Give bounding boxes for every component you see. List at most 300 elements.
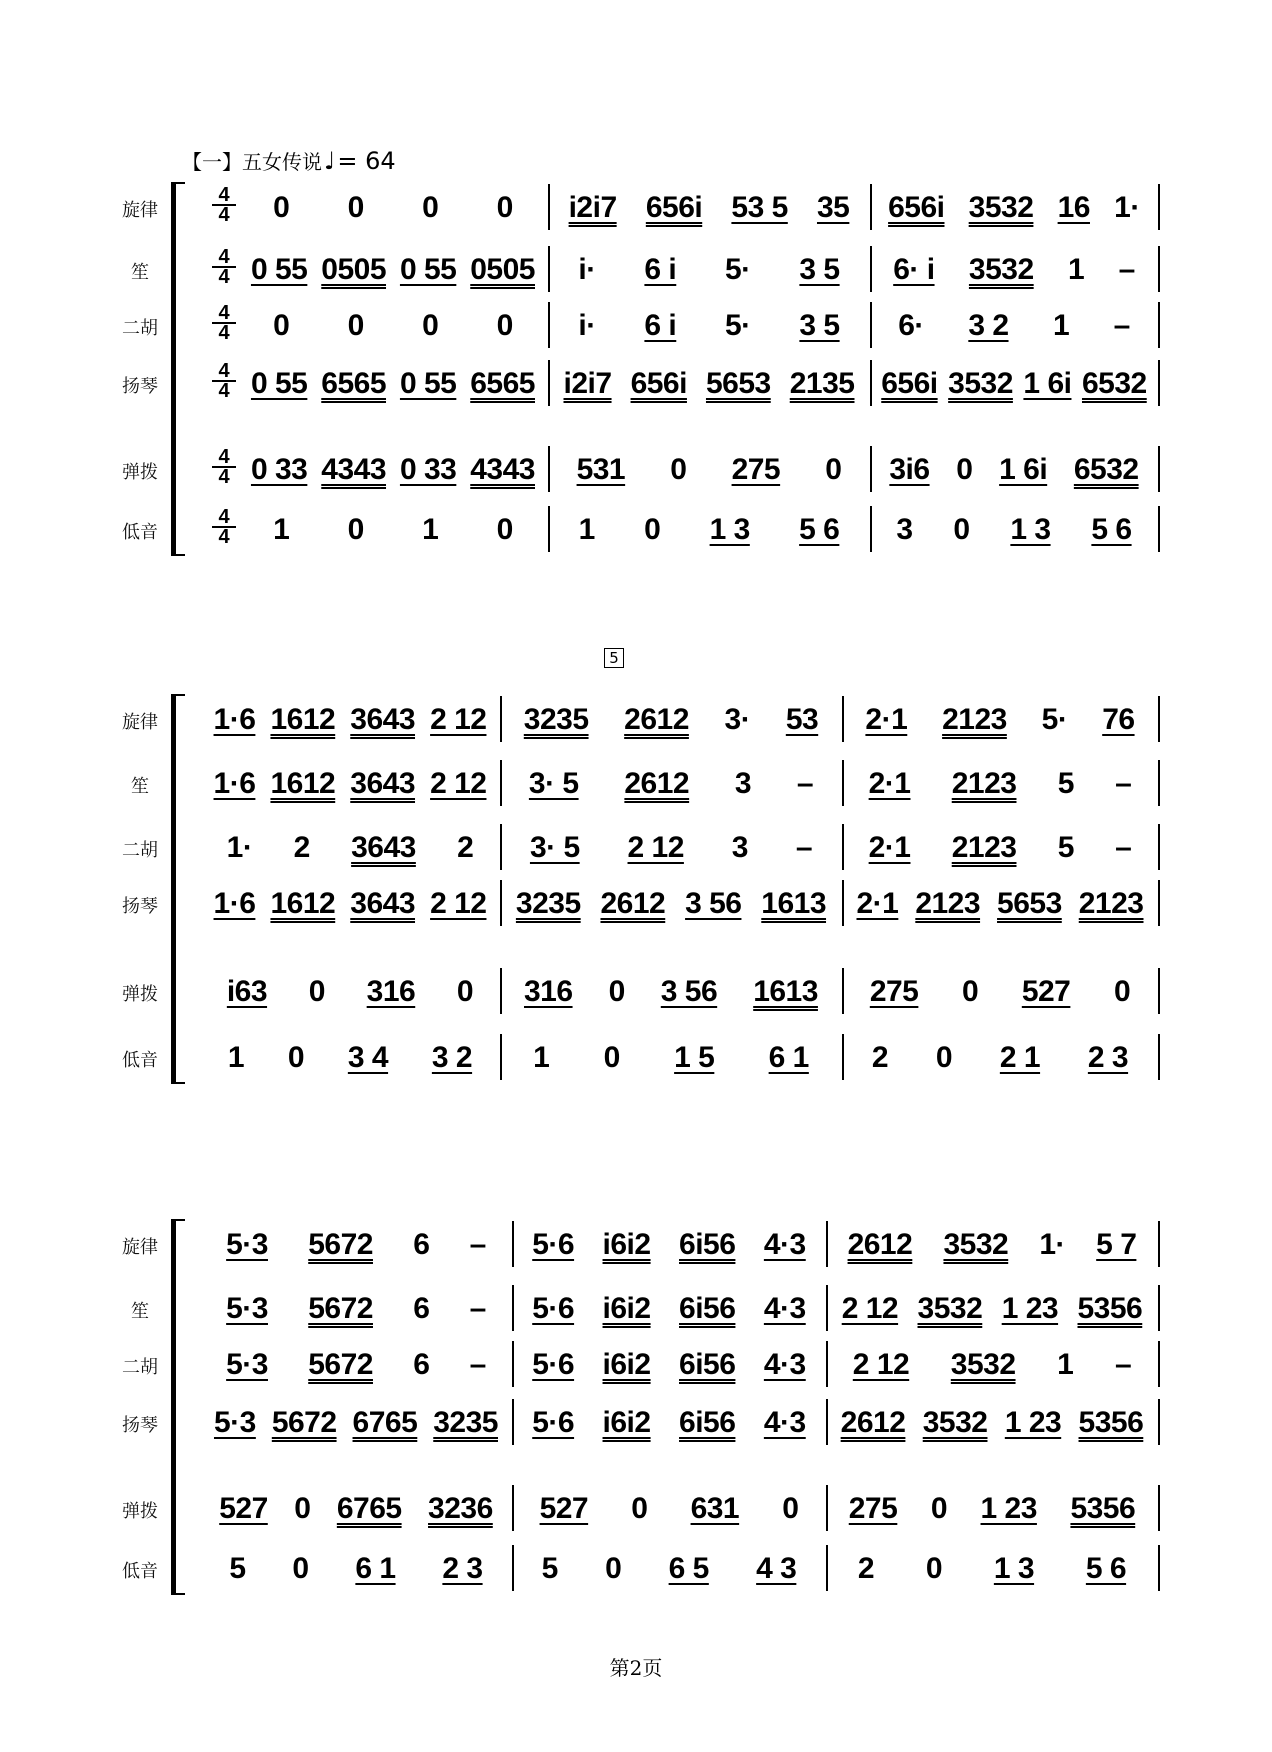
bar-line xyxy=(870,184,872,230)
bar-line xyxy=(1158,760,1160,806)
bar-line xyxy=(548,246,550,292)
note-group: 1 xyxy=(273,513,290,546)
note-group: 0 xyxy=(644,513,661,546)
measure xyxy=(244,188,542,228)
note-group: i· xyxy=(578,253,596,286)
note-group: 656i xyxy=(888,191,945,224)
note-group: 5·6 xyxy=(532,1348,575,1381)
note-group: 531 xyxy=(576,453,626,486)
note-group: 2612 xyxy=(847,1228,913,1261)
measure xyxy=(506,1038,836,1078)
bar-line xyxy=(826,1485,828,1531)
note-group: 5 xyxy=(1057,767,1074,800)
staff-row xyxy=(0,818,1272,878)
note-group: 1 3 xyxy=(993,1552,1035,1585)
note-group: 16 xyxy=(1057,191,1090,224)
bar-line xyxy=(512,1285,514,1331)
note-group: 3532 xyxy=(922,1406,988,1439)
instrument-label: 低音 xyxy=(122,1561,158,1582)
note-group: 3643 xyxy=(350,767,416,800)
measure xyxy=(206,1289,506,1329)
note-group: – xyxy=(469,1348,486,1381)
instrument-label: 扬琴 xyxy=(122,376,158,397)
note-group: 1 23 xyxy=(1004,1406,1062,1439)
note-group: 275 xyxy=(848,1492,898,1525)
bar-line xyxy=(870,506,872,552)
measure xyxy=(554,450,864,490)
note-group: 0 xyxy=(782,1492,799,1525)
note-group: 527 xyxy=(1021,975,1071,1008)
note-group: i6i2 xyxy=(602,1348,651,1381)
bar-line xyxy=(548,184,550,230)
instrument-label: 弹拨 xyxy=(122,984,158,1005)
time-signature xyxy=(212,448,236,486)
tempo-marking: = 64 xyxy=(337,146,396,175)
measure xyxy=(518,1289,820,1329)
staff-row xyxy=(0,1028,1272,1088)
bar-line xyxy=(1158,880,1160,926)
note-group: 0 xyxy=(631,1492,648,1525)
measure xyxy=(206,1345,506,1385)
note-group: 0 xyxy=(273,191,290,224)
note-group: 2·1 xyxy=(865,703,908,736)
measure xyxy=(206,1038,494,1078)
page-number: 第2页 xyxy=(609,1656,663,1680)
note-group: – xyxy=(1113,309,1130,342)
note-group: – xyxy=(1118,253,1135,286)
bar-line xyxy=(548,506,550,552)
note-group: 5·3 xyxy=(226,1228,268,1261)
bar-line xyxy=(1158,1399,1160,1445)
note-group: 53 5 xyxy=(731,191,788,224)
bar-line xyxy=(870,446,872,492)
note-group: 2123 xyxy=(951,767,1017,800)
note-group: 0 xyxy=(956,453,973,486)
staff-row xyxy=(0,1335,1272,1395)
note-group: 0 xyxy=(294,1492,311,1525)
bar-line xyxy=(870,302,872,348)
note-group: 3236 xyxy=(428,1492,493,1525)
note-group: 5·6 xyxy=(532,1406,575,1439)
note-group: – xyxy=(796,767,814,800)
bar-line xyxy=(842,760,844,806)
note-group: 0 55 xyxy=(250,367,308,400)
measure xyxy=(244,306,542,346)
measure xyxy=(554,250,864,290)
staff-row xyxy=(0,874,1272,934)
note-group: 2135 xyxy=(789,367,855,400)
note-group: 6 5 xyxy=(668,1552,709,1585)
note-group: 4343 xyxy=(321,453,387,486)
bar-line xyxy=(826,1221,828,1267)
bar-line xyxy=(1158,968,1160,1014)
note-group: 5356 xyxy=(1078,1406,1144,1439)
note-group: 1 xyxy=(227,1041,245,1074)
bar-line xyxy=(1158,1341,1160,1387)
instrument-label: 弹拨 xyxy=(122,462,158,483)
note-group: 0 55 xyxy=(399,253,457,286)
measure xyxy=(244,510,542,550)
bar-line xyxy=(842,968,844,1014)
measure xyxy=(518,1489,820,1529)
note-group: 5356 xyxy=(1077,1292,1143,1325)
measure xyxy=(876,450,1152,490)
measure xyxy=(832,1345,1152,1385)
note-group: 275 xyxy=(869,975,919,1008)
bar-line xyxy=(512,1545,514,1591)
note-group: 6i56 xyxy=(679,1348,736,1381)
note-group: 2·1 xyxy=(868,767,911,800)
bar-line xyxy=(548,302,550,348)
time-signature-top: 4 xyxy=(218,184,230,206)
note-group: 3532 xyxy=(917,1292,983,1325)
bar-line xyxy=(1158,696,1160,742)
note-group: 0 xyxy=(308,975,325,1008)
note-group: 3643 xyxy=(350,703,416,736)
note-group: 2 12 xyxy=(852,1348,910,1381)
note-group: 6i56 xyxy=(679,1406,736,1439)
note-group: 275 xyxy=(731,453,781,486)
note-group: 2·1 xyxy=(868,831,911,864)
note-group: 2·1 xyxy=(856,887,899,920)
measure xyxy=(876,250,1152,290)
bar-line xyxy=(512,1399,514,1445)
note-group: 6· i xyxy=(893,253,935,286)
instrument-label: 笙 xyxy=(131,262,149,283)
measure xyxy=(832,1225,1152,1265)
note-group: 0 xyxy=(422,191,439,224)
note-group: 5672 xyxy=(308,1292,373,1325)
note-group: 0 xyxy=(496,191,513,224)
note-group: 6i56 xyxy=(679,1292,736,1325)
note-group: 0 xyxy=(1114,975,1131,1008)
note-group: 1612 xyxy=(270,703,336,736)
instrument-label: 低音 xyxy=(122,1050,158,1071)
note-group: 5 7 xyxy=(1096,1228,1137,1261)
note-group: – xyxy=(1115,767,1132,800)
note-group: 3· 5 xyxy=(529,831,580,864)
time-signature xyxy=(212,248,236,286)
bar-line xyxy=(500,760,502,806)
bar-line xyxy=(842,824,844,870)
note-group: 1 6i xyxy=(1023,367,1072,400)
note-group: 5 xyxy=(229,1552,246,1585)
note-group: i6i2 xyxy=(602,1406,651,1439)
note-group: 5672 xyxy=(308,1348,373,1381)
note-group: 2612 xyxy=(840,1406,906,1439)
bar-line xyxy=(826,1545,828,1591)
staff-row xyxy=(0,1479,1272,1539)
time-signature-bottom: 4 xyxy=(212,526,236,546)
instrument-label: 扬琴 xyxy=(122,896,158,917)
bar-line xyxy=(1158,824,1160,870)
note-group: – xyxy=(1114,1348,1132,1381)
bar-line xyxy=(1158,246,1160,292)
bar-line xyxy=(826,1285,828,1331)
time-signature-top: 4 xyxy=(218,506,230,528)
note-group: 1612 xyxy=(270,887,336,920)
note-group: 6565 xyxy=(470,367,535,400)
note-group: 0 xyxy=(496,309,513,342)
note-group: 3· xyxy=(724,703,751,736)
time-signature-top: 4 xyxy=(218,360,230,382)
measure xyxy=(244,450,542,490)
measure xyxy=(848,884,1152,924)
bar-line xyxy=(870,360,872,406)
note-group: 0 xyxy=(347,191,364,224)
note-group: 2123 xyxy=(915,887,981,920)
measure xyxy=(206,1225,506,1265)
measure xyxy=(506,700,836,740)
note-group: 5·6 xyxy=(532,1228,575,1261)
staff-row xyxy=(0,240,1272,300)
note-group: 316 xyxy=(366,975,416,1008)
measure xyxy=(506,764,836,804)
note-group: – xyxy=(469,1292,486,1325)
note-group: 5356 xyxy=(1070,1492,1136,1525)
measure xyxy=(832,1403,1152,1443)
staff-row xyxy=(0,690,1272,750)
note-group: 656i xyxy=(881,367,938,400)
note-group: 0 xyxy=(825,453,842,486)
note-group: 2 12 xyxy=(627,831,684,864)
note-group: 2123 xyxy=(1078,887,1144,920)
note-group: 0 xyxy=(422,309,439,342)
note-group: 1·6 xyxy=(213,703,256,736)
instrument-label: 二胡 xyxy=(122,1357,158,1378)
time-signature xyxy=(212,186,236,224)
note-group: 0 xyxy=(925,1552,943,1585)
measure xyxy=(554,188,864,228)
note-group: 4·3 xyxy=(763,1406,806,1439)
note-group: 2 12 xyxy=(841,1292,899,1325)
note-group: 2612 xyxy=(600,887,666,920)
note-group: 1612 xyxy=(270,767,336,800)
note-group: 316 xyxy=(524,975,573,1008)
note-group: 2 xyxy=(857,1552,875,1585)
measure xyxy=(244,250,542,290)
note-group: 527 xyxy=(219,1492,268,1525)
time-signature-bottom: 4 xyxy=(212,322,236,342)
measure xyxy=(876,188,1152,228)
note-group: i· xyxy=(578,309,596,342)
note-group: 1 xyxy=(422,513,439,546)
bar-line xyxy=(548,360,550,406)
staff-row xyxy=(0,754,1272,814)
note-group: 0 xyxy=(935,1041,953,1074)
bar-line xyxy=(1158,446,1160,492)
note-group: 5 6 xyxy=(1085,1552,1127,1585)
note-group: 1 xyxy=(1057,1348,1074,1381)
note-group: 6765 xyxy=(336,1492,402,1525)
measure xyxy=(848,764,1152,804)
measure xyxy=(848,700,1152,740)
measure xyxy=(876,364,1152,404)
bar-line xyxy=(1158,302,1160,348)
time-signature-bottom: 4 xyxy=(212,466,236,486)
note-group: 6565 xyxy=(321,367,387,400)
note-group: 5 xyxy=(541,1552,558,1585)
note-group: 3532 xyxy=(948,367,1013,400)
measure xyxy=(206,1489,506,1529)
note-group: 0 xyxy=(347,309,364,342)
staff-row xyxy=(0,178,1272,238)
note-group: 6532 xyxy=(1073,453,1139,486)
bar-line xyxy=(1158,1221,1160,1267)
bar-line xyxy=(1158,360,1160,406)
note-group: 0505 xyxy=(321,253,387,286)
instrument-label: 弹拨 xyxy=(122,1501,158,1522)
measure xyxy=(832,1549,1152,1589)
note-group: 3 5 xyxy=(799,253,840,286)
measure xyxy=(876,306,1152,346)
note-group: 3 xyxy=(896,513,913,546)
bar-line xyxy=(1158,1545,1160,1591)
note-group: 6532 xyxy=(1081,367,1147,400)
note-group: 1 23 xyxy=(1001,1292,1059,1325)
note-group: 6 i xyxy=(644,253,677,286)
note-group: 631 xyxy=(690,1492,740,1525)
note-group: 3532 xyxy=(943,1228,1009,1261)
note-group: 0 xyxy=(605,1552,622,1585)
note-group: 1 3 xyxy=(1010,513,1051,546)
bar-line xyxy=(500,880,502,926)
note-group: 2612 xyxy=(624,767,690,800)
note-group: 2 1 xyxy=(999,1041,1041,1074)
note-group: 3 2 xyxy=(431,1041,473,1074)
note-group: 0505 xyxy=(470,253,535,286)
time-signature xyxy=(212,362,236,400)
note-group: i6i2 xyxy=(602,1228,651,1261)
note-group: 2 12 xyxy=(430,703,487,736)
note-group: 0 55 xyxy=(250,253,308,286)
bar-line xyxy=(1158,1485,1160,1531)
note-group: 5653 xyxy=(997,887,1062,920)
bar-line xyxy=(826,1341,828,1387)
measure xyxy=(832,1489,1152,1529)
note-group: 5·3 xyxy=(226,1292,268,1325)
note-group: 0 xyxy=(670,453,687,486)
staff-row xyxy=(0,1393,1272,1453)
note-group: 527 xyxy=(539,1492,589,1525)
section-name: 【一】五女传说 xyxy=(182,150,322,174)
note-group: 3 4 xyxy=(347,1041,389,1074)
note-group: 1·6 xyxy=(213,767,256,800)
note-group: 656i xyxy=(630,367,687,400)
note-group: 4343 xyxy=(470,453,535,486)
note-group: 5·3 xyxy=(213,1406,256,1439)
note-group: 0 xyxy=(962,975,979,1008)
note-group: 0 xyxy=(292,1552,309,1585)
note-group: 5·6 xyxy=(532,1292,575,1325)
measure xyxy=(848,1038,1152,1078)
note-group: 5672 xyxy=(308,1228,373,1261)
staff-row xyxy=(0,1539,1272,1599)
staff-row xyxy=(0,962,1272,1022)
note-group: 4·3 xyxy=(763,1292,806,1325)
measure xyxy=(506,884,836,924)
note-group: 2 12 xyxy=(430,767,487,800)
note-group: 0 33 xyxy=(399,453,457,486)
note-group: i6i2 xyxy=(602,1292,651,1325)
measure xyxy=(554,306,864,346)
measure xyxy=(518,1549,820,1589)
measure xyxy=(876,510,1152,550)
bar-line xyxy=(842,1034,844,1080)
note-group: 2 xyxy=(457,831,474,864)
note-group: 5 6 xyxy=(799,513,840,546)
staff-row xyxy=(0,1215,1272,1275)
measure xyxy=(244,364,542,404)
note-group: 2612 xyxy=(624,703,689,736)
note-group: 2 xyxy=(871,1041,889,1074)
note-group: 5·3 xyxy=(226,1348,268,1381)
note-group: 5672 xyxy=(271,1406,337,1439)
note-group: 1· xyxy=(226,831,253,864)
time-signature-bottom: 4 xyxy=(212,380,236,400)
note-group: 1·6 xyxy=(213,887,256,920)
measure xyxy=(518,1403,820,1443)
note-group: 6 xyxy=(413,1348,430,1381)
note-group: 1· xyxy=(1039,1228,1066,1261)
note-group: 2 12 xyxy=(430,887,487,920)
instrument-label: 旋律 xyxy=(122,1237,158,1258)
instrument-label: 二胡 xyxy=(122,318,158,339)
staff-row xyxy=(0,354,1272,414)
instrument-label: 扬琴 xyxy=(122,1415,158,1436)
note-group: 35 xyxy=(816,191,850,224)
note-group: 3 56 xyxy=(685,887,742,920)
time-signature xyxy=(212,304,236,342)
note-group: 6 xyxy=(413,1292,430,1325)
rehearsal-mark: 5 xyxy=(604,648,624,668)
note-group: i2i7 xyxy=(563,367,612,400)
note-group: 3 xyxy=(734,767,752,800)
note-group: 5· xyxy=(724,309,751,342)
note-group: 3· 5 xyxy=(528,767,579,800)
note-group: i2i7 xyxy=(568,191,617,224)
measure xyxy=(554,364,864,404)
measure xyxy=(554,510,864,550)
note-group: 3532 xyxy=(950,1348,1016,1381)
time-signature-top: 4 xyxy=(218,446,230,468)
bar-line xyxy=(1158,1034,1160,1080)
note-group: 3i6 xyxy=(889,453,930,486)
time-signature-bottom: 4 xyxy=(212,204,236,224)
note-group: 1 xyxy=(1052,309,1070,342)
note-group: 1 3 xyxy=(709,513,750,546)
bar-line xyxy=(1158,184,1160,230)
note-group: 0 xyxy=(603,1041,620,1074)
note-group: 4 3 xyxy=(756,1552,797,1585)
note-group: 6i56 xyxy=(679,1228,736,1261)
note-group: 3235 xyxy=(433,1406,498,1439)
note-group: 0 xyxy=(273,309,290,342)
measure xyxy=(206,972,494,1012)
note-group: 656i xyxy=(645,191,703,224)
bar-line xyxy=(500,824,502,870)
note-group: 6 1 xyxy=(768,1041,809,1074)
note-group: 2 3 xyxy=(442,1552,483,1585)
note-group: 6· xyxy=(898,309,924,342)
time-signature-top: 4 xyxy=(218,246,230,268)
bar-line xyxy=(842,696,844,742)
note-group: 5· xyxy=(1041,703,1068,736)
bar-line xyxy=(512,1221,514,1267)
note-group: – xyxy=(1115,831,1132,864)
note-group: 5653 xyxy=(705,367,771,400)
note-group: 3532 xyxy=(968,253,1034,286)
